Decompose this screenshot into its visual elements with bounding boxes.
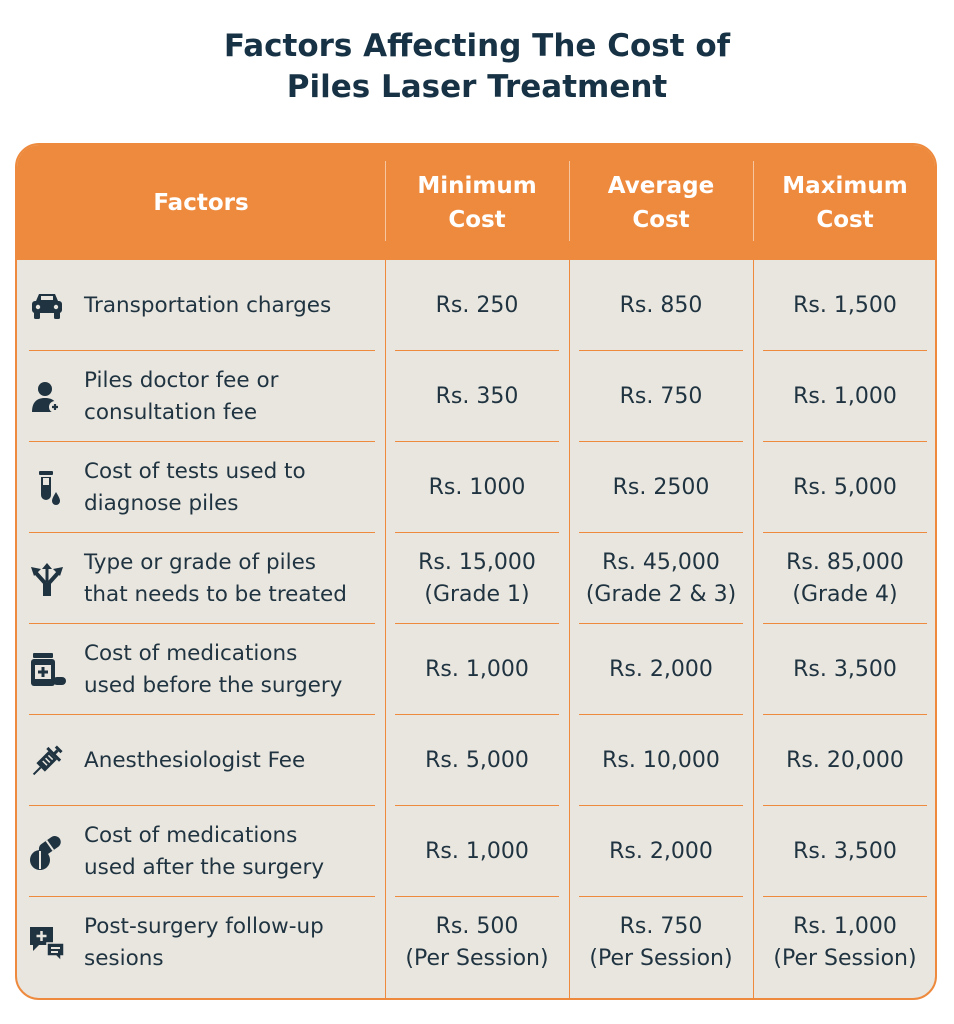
chat-plus-icon: [27, 923, 67, 963]
minimum-cost-value-line: Rs. 5,000: [425, 747, 529, 773]
maximum-cost-value: [753, 533, 937, 624]
minimum-cost-value: [385, 533, 569, 624]
table-row: [17, 442, 935, 533]
factor-label-line: sesions: [84, 945, 164, 971]
factor-label: [84, 897, 384, 988]
minimum-cost-value: [385, 897, 569, 988]
average-cost-value-line: Rs. 750: [619, 913, 703, 939]
factor-label-line: Type or grade of piles: [84, 549, 316, 575]
table-row: [17, 715, 935, 806]
table-row: [17, 624, 935, 715]
title-line-2: Piles Laser Treatment: [286, 69, 668, 105]
minimum-cost-value: [385, 624, 569, 715]
average-cost-value: [569, 442, 753, 533]
syringe-icon: [27, 741, 67, 781]
average-cost-value-line: Rs. 45,000: [602, 549, 720, 575]
factor-label-line: used after the surgery: [84, 854, 325, 880]
pills-icon: [27, 832, 67, 872]
maximum-cost-value: [753, 351, 937, 442]
doctor-icon: [27, 377, 67, 417]
minimum-cost-value-line: Rs. 500: [435, 913, 519, 939]
table-row: [17, 806, 935, 897]
minimum-cost-value-line: Rs. 15,000: [418, 549, 536, 575]
minimum-cost-value-line: Rs. 350: [435, 383, 519, 409]
car-icon: [27, 286, 67, 326]
header-minimum-cost: Minimum Cost: [417, 172, 537, 233]
minimum-cost-value-line: (Per Session): [405, 945, 549, 971]
minimum-cost-value-line: Rs. 1,000: [425, 656, 529, 682]
header-average-cost: Average Cost: [607, 172, 715, 233]
factor-label: [84, 624, 384, 715]
minimum-cost-value: [385, 260, 569, 351]
maximum-cost-value: [753, 624, 937, 715]
maximum-cost-value-line: (Per Session): [773, 945, 917, 971]
table-header: [17, 145, 935, 260]
factor-label-line: used before the surgery: [84, 672, 343, 698]
maximum-cost-value-line: Rs. 5,000: [793, 474, 897, 500]
factor-label: [84, 260, 384, 351]
cost-table: [15, 143, 937, 1000]
average-cost-value-line: Rs. 2,000: [609, 838, 713, 864]
maximum-cost-value-line: Rs. 3,500: [793, 656, 897, 682]
factor-label: [84, 715, 384, 806]
minimum-cost-value: [385, 351, 569, 442]
maximum-cost-value: [753, 897, 937, 988]
split-arrows-icon: [27, 559, 67, 599]
average-cost-value: [569, 260, 753, 351]
factor-label: [84, 351, 384, 442]
maximum-cost-value-line: Rs. 1,000: [793, 913, 897, 939]
factor-label-line: Piles doctor fee or: [84, 367, 279, 393]
average-cost-value: [569, 533, 753, 624]
minimum-cost-value: [385, 715, 569, 806]
maximum-cost-value-line: Rs. 1,500: [793, 292, 897, 318]
minimum-cost-value-line: (Grade 1): [424, 581, 530, 607]
page-title: [0, 26, 954, 108]
factor-label-line: that needs to be treated: [84, 581, 347, 607]
average-cost-value: [569, 624, 753, 715]
title-line-1: Factors Affecting The Cost of: [223, 28, 731, 64]
minimum-cost-value: [385, 442, 569, 533]
average-cost-value: [569, 351, 753, 442]
factor-label-line: consultation fee: [84, 399, 258, 425]
maximum-cost-value: [753, 260, 937, 351]
average-cost-value: [569, 806, 753, 897]
maximum-cost-value-line: Rs. 3,500: [793, 838, 897, 864]
factor-label-line: Cost of tests used to: [84, 458, 306, 484]
average-cost-value: [569, 897, 753, 988]
average-cost-value-line: (Per Session): [589, 945, 733, 971]
factor-label: [84, 442, 384, 533]
table-row: [17, 533, 935, 624]
test-tube-icon: [27, 468, 67, 508]
factor-label: [84, 806, 384, 897]
factor-label-line: Cost of medications: [84, 640, 298, 666]
minimum-cost-value: [385, 806, 569, 897]
maximum-cost-value-line: (Grade 4): [792, 581, 898, 607]
header-factors: Factors: [153, 189, 249, 216]
maximum-cost-value-line: Rs. 1,000: [793, 383, 897, 409]
factor-label-line: Anesthesiologist Fee: [84, 747, 306, 773]
average-cost-value-line: Rs. 2,000: [609, 656, 713, 682]
factor-label-line: Transportation charges: [84, 292, 332, 318]
maximum-cost-value: [753, 442, 937, 533]
table-row: [17, 260, 935, 351]
maximum-cost-value-line: Rs. 20,000: [786, 747, 904, 773]
table-row: [17, 897, 935, 988]
factor-label-line: diagnose piles: [84, 490, 239, 516]
medicine-bottle-icon: [27, 650, 67, 690]
maximum-cost-value: [753, 715, 937, 806]
minimum-cost-value-line: Rs. 1,000: [425, 838, 529, 864]
average-cost-value-line: (Grade 2 & 3): [585, 581, 737, 607]
header-maximum-cost: Maximum Cost: [782, 172, 908, 233]
average-cost-value-line: Rs. 10,000: [602, 747, 720, 773]
table-row: [17, 351, 935, 442]
average-cost-value: [569, 715, 753, 806]
minimum-cost-value-line: Rs. 1000: [428, 474, 526, 500]
average-cost-value-line: Rs. 750: [619, 383, 703, 409]
maximum-cost-value: [753, 806, 937, 897]
factor-label-line: Cost of medications: [84, 822, 298, 848]
maximum-cost-value-line: Rs. 85,000: [786, 549, 904, 575]
factor-label-line: Post-surgery follow-up: [84, 913, 324, 939]
minimum-cost-value-line: Rs. 250: [435, 292, 519, 318]
factor-label: [84, 533, 384, 624]
average-cost-value-line: Rs. 2500: [612, 474, 710, 500]
average-cost-value-line: Rs. 850: [619, 292, 703, 318]
